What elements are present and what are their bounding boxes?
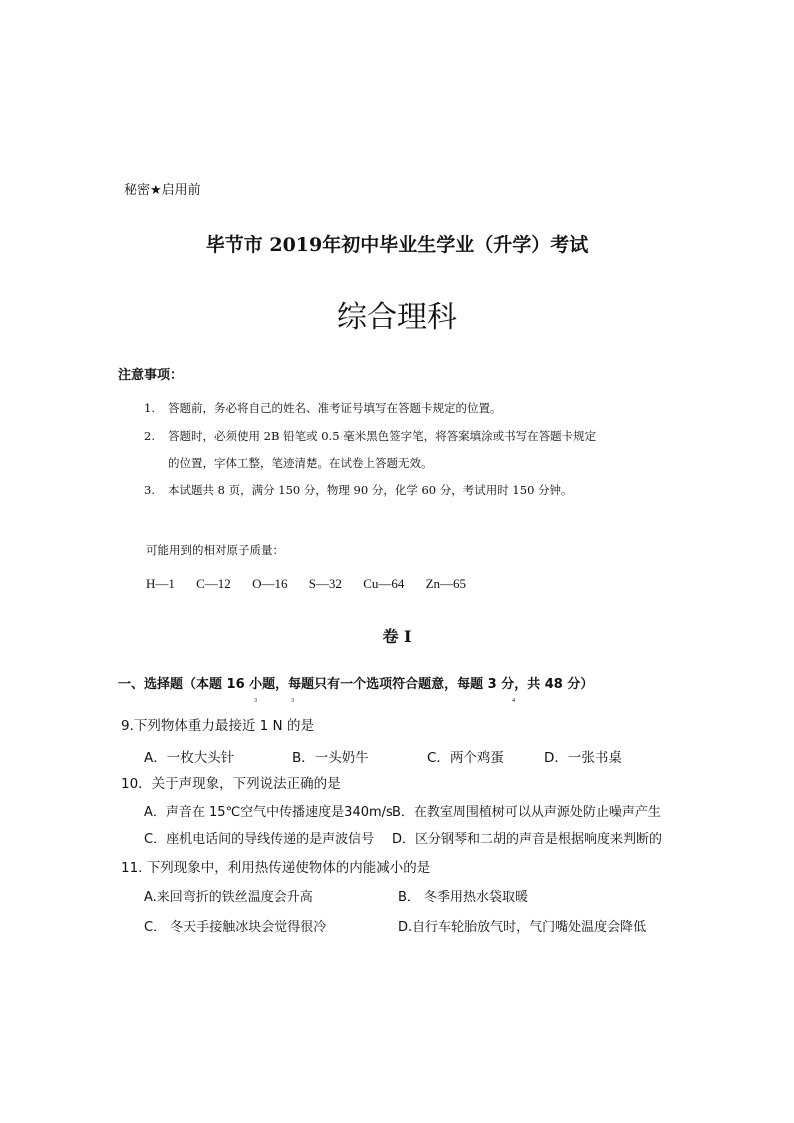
question-10-stem: 10．关于声现象，下列说法正确的是: [121, 776, 341, 792]
confidential-label: 秘密★启用前: [124, 183, 201, 198]
question-9-stem: 9.下列物体重力最接近 1 N 的是: [121, 718, 314, 734]
atomic-mass-item: H—1: [146, 576, 175, 591]
volume-heading: 卷 I: [382, 627, 412, 646]
notice-item-number: 1.: [144, 401, 155, 415]
stray-mark: 4: [512, 698, 515, 704]
question-11-option-d: D.自行车轮胎放气时，气门嘴处温度会降低: [398, 920, 647, 935]
question-11-stem: 11. 下列现象中，利用热传递使物体的内能减小的是: [121, 860, 431, 876]
notice-item-3: [144, 482, 573, 498]
question-9-option-c: C．两个鸡蛋: [427, 750, 504, 766]
question-10-option-d: D．区分钢琴和二胡的声音是根据响度来判断的: [392, 832, 663, 847]
atomic-mass-item: C—12: [196, 576, 231, 591]
question-9-option-b: B．一头奶牛: [292, 750, 369, 766]
atomic-mass-item: O—16: [252, 576, 288, 591]
question-9-option-a: A．一枚大头针: [144, 750, 235, 766]
notice-item-number: 3.: [144, 483, 155, 497]
question-10-option-c: C．座机电话间的导线传递的是声波信号: [144, 832, 375, 847]
stray-mark: 3: [254, 698, 257, 704]
question-10-option-b: B．在教室周围植树可以从声源处防止噪声产生: [392, 805, 661, 820]
stray-mark: 3: [291, 698, 294, 704]
question-10-option-a: A．声音在 15℃空气中传播速度是340m/s: [144, 805, 393, 820]
question-9-option-d: D．一张书桌: [544, 750, 622, 766]
atomic-mass-item: S—32: [308, 576, 342, 591]
notice-item-text: 答题前，务必将自己的姓名、准考证号填写在答题卡规定的位置。: [168, 401, 502, 415]
atomic-mass-item: Cu—64: [363, 576, 405, 591]
section-title: 一、选择题（本题 16 小题，每题只有一个选项符合题意，每题 3 分，共 48 分）: [118, 677, 594, 692]
atomic-mass-item: Zn—65: [425, 576, 467, 591]
notice-heading: 注意事项：: [118, 368, 184, 383]
notice-item-1: [144, 400, 502, 416]
exam-title: 毕节市 2019年初中毕业生学业（升学）考试: [205, 234, 589, 256]
question-11-option-a: A.来回弯折的铁丝温度会升高: [144, 890, 313, 905]
notice-item-2-continued: 的位置，字体工整，笔迹清楚。在试卷上答题无效。: [168, 456, 433, 470]
subject-title: 综合理科: [337, 300, 457, 335]
notice-item-2: [144, 428, 596, 444]
notice-item-text: 答题时，必须使用 2B 铅笔或 0.5 毫米黑色签字笔，将答案填涂或书写在答题卡规定: [168, 429, 597, 443]
atomic-mass-list: [146, 576, 484, 592]
notice-item-number: 2.: [144, 429, 155, 443]
question-11-option-b: B． 冬季用热水袋取暖: [398, 890, 529, 905]
atomic-mass-intro: 可能用到的相对原子质量：: [146, 543, 284, 557]
notice-item-text: 本试题共 8 页，满分 150 分，物理 90 分，化学 60 分，考试用时 150 分钟。: [168, 483, 573, 497]
question-11-option-c: C． 冬天手接触冰块会觉得很冷: [144, 920, 327, 935]
